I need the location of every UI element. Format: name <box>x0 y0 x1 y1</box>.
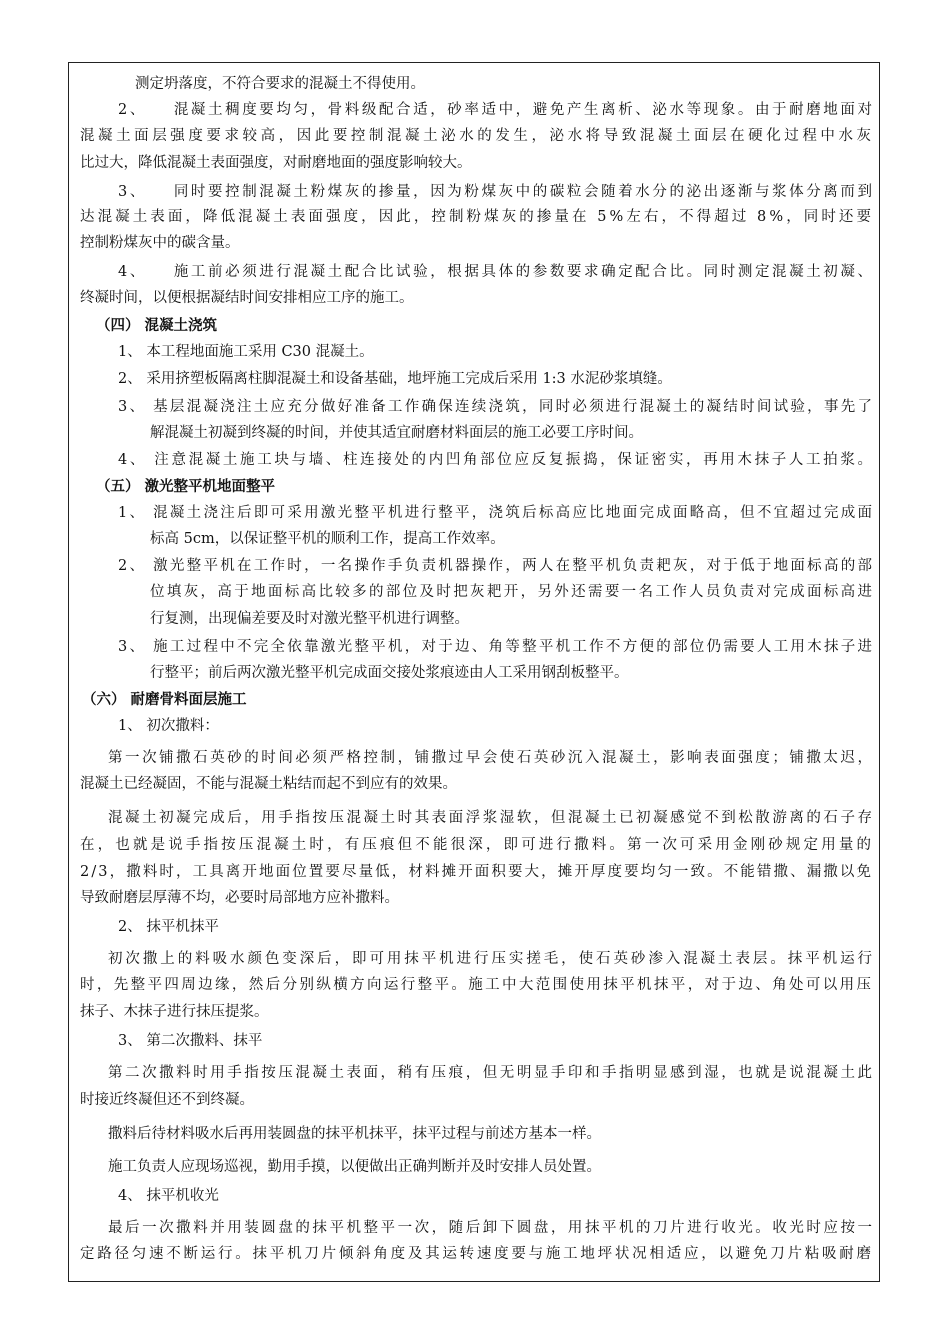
text-line: 4、 注意混凝土施工块与墙、柱连接处的内凹角部位应反复振捣，保证密实，再用木抹子人工拍浆。 <box>118 452 875 468</box>
text-line: 3、 第二次撒料、抹平 <box>118 1033 263 1049</box>
text-line: 2/3，撒料时，工具离开地面位置要尽量低，材料摊开面积要大，摊开厚度要均匀一致。不能错撒、漏撒以免 <box>80 864 874 880</box>
text-line: 解混凝土初凝到终凝的时间，并使其适宜耐磨材料面层的施工必要工序时间。 <box>150 425 643 441</box>
text-line: 2、 采用挤塑板隔离柱脚混凝土和设备基础，地坪施工完成后采用 1:3 水泥砂浆填缝。 <box>118 371 672 387</box>
text-line: 标高 5cm，以保证整平机的顺利工作，提高工作效率。 <box>150 531 505 547</box>
text-line: 抹子、木抹子进行抹压提浆。 <box>80 1004 269 1020</box>
text-line: 2、 抹平机抹平 <box>118 919 219 935</box>
text-line: 定路径匀速不断运行。抹平机刀片倾斜角度及其运转速度要与施工地坪状况相适应，以避免刀片粘吸耐磨 <box>80 1246 874 1262</box>
section-heading: （四） 混凝土浇筑 <box>96 318 218 334</box>
section-heading: （五） 激光整平机地面整平 <box>96 479 276 495</box>
text-line: 3、 施工过程中不完全依靠激光整平机，对于边、角等整平机工作不方便的部位仍需要人工用木抹子进 <box>118 639 875 655</box>
text-line: 施工负责人应现场巡视，勤用手摸，以便做出正确判断并及时安排人员处置。 <box>108 1159 601 1175</box>
text-line: 混凝土面层强度要求较高，因此要控制混凝土泌水的发生，泌水将导致混凝土面层在硬化过程中水灰 <box>80 128 875 144</box>
text-line: 3、 基层混凝浇注土应充分做好准备工作确保连续浇筑，同时必须进行混凝土的凝结时间试验，事先了 <box>118 399 875 415</box>
text-line: 行复测，出现偏差要及时对激光整平机进行调整。 <box>150 611 469 627</box>
section-heading: （六） 耐磨骨料面层施工 <box>82 692 247 708</box>
text-line: 混凝土初凝完成后，用手指按压混凝土时其表面浮浆湿软，但混凝土已初凝感觉不到松散游离的石子存 <box>108 810 875 826</box>
text-line: 在，也就是说手指按压混凝土时，有压痕但不能很深，即可进行撒料。第一次可采用金刚砂规定用量的 <box>80 837 875 853</box>
text-line: 终凝时间，以便根据凝结时间安排相应工序的施工。 <box>80 290 414 306</box>
text-line: 比过大，降低混凝土表面强度，对耐磨地面的强度影响较大。 <box>80 155 472 171</box>
text-line: 初次撒上的料吸水颜色变深后，即可用抹平机进行压实搓毛，使石英砂渗入混凝土表层。抹平机运行 <box>108 951 875 967</box>
text-line: 导致耐磨层厚薄不均，必要时局部地方应补撒料。 <box>80 890 399 906</box>
text-line: 时，先整平四周边缘，然后分别纵横方向运行整平。施工中大范围使用抹平机抹平，对于边、角处可以用压 <box>80 977 874 993</box>
text-line: 撒料后待材料吸水后再用装圆盘的抹平机抹平，抹平过程与前述方基本一样。 <box>108 1126 601 1142</box>
text-line: 4、 施工前必须进行混凝土配合比试验，根据具体的参数要求确定配合比。同时测定混凝土初凝、 <box>118 264 875 280</box>
text-line: 测定坍落度，不符合要求的混凝土不得使用。 <box>135 76 425 92</box>
text-line: 1、 混凝土浇注后即可采用激光整平机进行整平，浇筑后标高应比地面完成面略高，但不宜超过完成面 <box>118 505 875 521</box>
text-line: 第二次撒料时用手指按压混凝土表面，稍有压痕，但无明显手印和手指明显感到湿，也就是说混凝土此 <box>108 1065 875 1081</box>
text-line: 时接近终凝但还不到终凝。 <box>80 1092 254 1108</box>
text-line: 4、 抹平机收光 <box>118 1188 219 1204</box>
text-line: 2、 混凝土稠度要均匀，骨料级配合适，砂率适中，避免产生离析、泌水等现象。由于耐磨地面对 <box>118 102 875 118</box>
text-line: 最后一次撒料并用装圆盘的抹平机整平一次，随后卸下圆盘，用抹平机的刀片进行收光。收光时应按一 <box>108 1220 875 1236</box>
text-line: 控制粉煤灰中的碳含量。 <box>80 235 240 251</box>
text-line: 3、 同时要控制混凝土粉煤灰的掺量，因为粉煤灰中的碳粒会随着水分的泌出逐渐与浆体分离而到 <box>118 184 875 200</box>
text-line: 1、 本工程地面施工采用 C30 混凝土。 <box>118 344 374 360</box>
text-line: 1、 初次撒料： <box>118 718 219 734</box>
text-line: 达混凝土表面，降低混凝土表面强度，因此，控制粉煤灰的掺量在 5%左右，不得超过 8%，同时还要 <box>80 209 875 225</box>
text-line: 2、 激光整平机在工作时，一名操作手负责机器操作，两人在整平机负责耙灰，对于低于地面标高的部 <box>118 558 875 574</box>
text-line: 混凝土已经凝固，不能与混凝土粘结而起不到应有的效果。 <box>80 776 457 792</box>
text-line: 位填灰，高于地面标高比较多的部位及时把灰耙开，另外还需要一名工作人员负责对完成面标高进 <box>150 584 875 600</box>
text-line: 第一次铺撒石英砂的时间必须严格控制，铺撒过早会使石英砂沉入混凝土，影响表面强度；铺撒太迟， <box>108 750 875 766</box>
text-line: 行整平；前后两次激光整平机完成面交接处浆痕迹由人工采用钢刮板整平。 <box>150 665 629 681</box>
